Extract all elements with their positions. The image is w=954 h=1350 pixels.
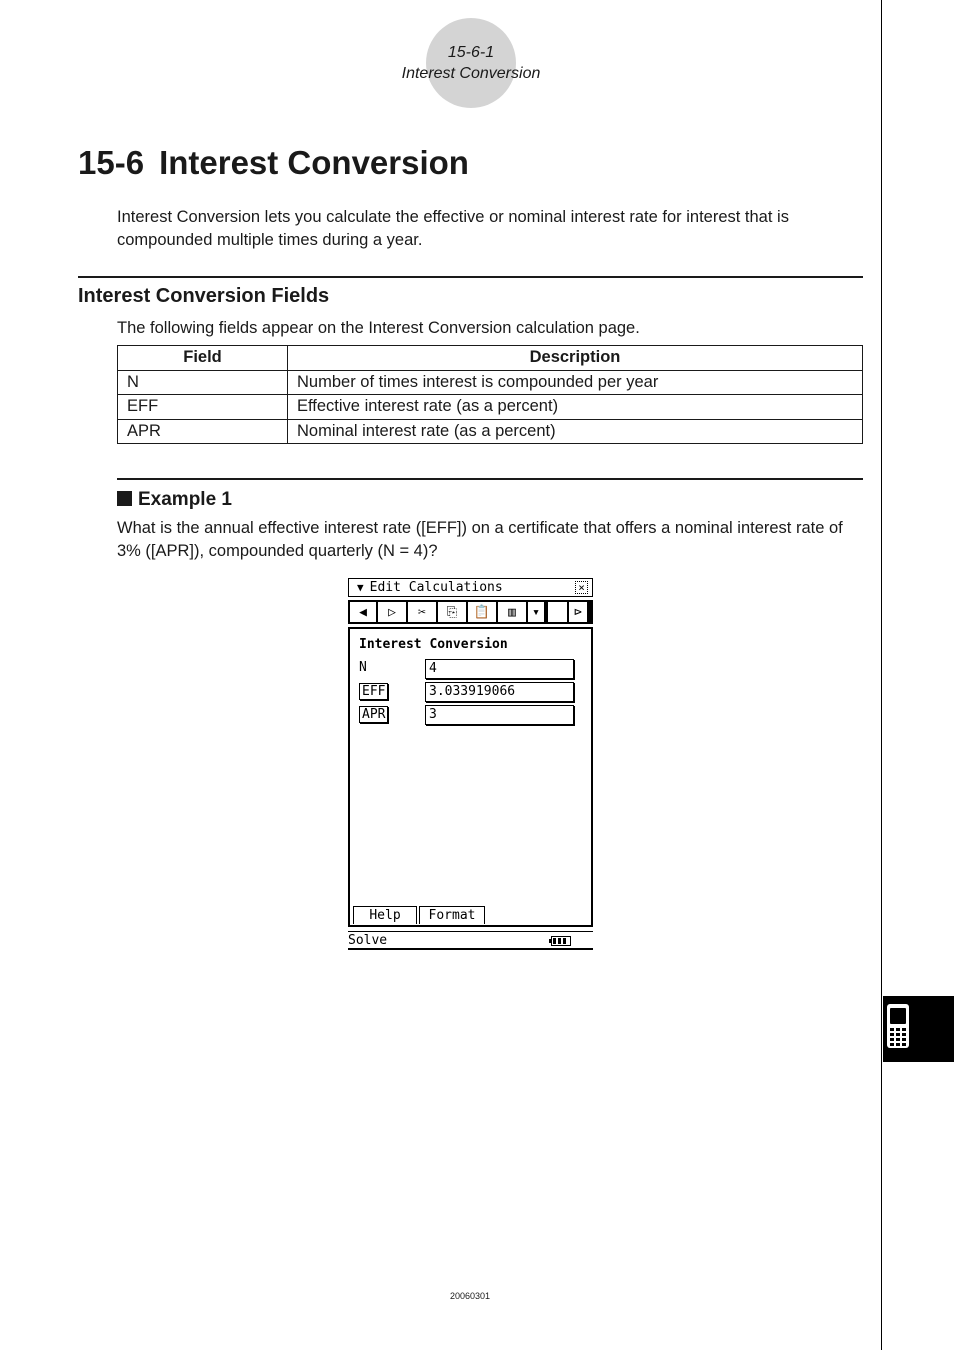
play-icon[interactable]: ▷ xyxy=(378,602,406,622)
example-divider xyxy=(117,478,863,480)
page-title xyxy=(78,144,469,182)
table-cell: APR xyxy=(118,419,288,444)
example-heading xyxy=(117,489,232,511)
table-cell: N xyxy=(118,370,288,395)
page-number: 15-6-1 xyxy=(447,44,495,61)
footer-code: 20060301 xyxy=(449,1291,491,1301)
n-input[interactable]: 4 xyxy=(425,659,574,679)
table-header-row xyxy=(118,346,863,371)
example-title-text: Example 1 xyxy=(138,489,232,510)
toolbar xyxy=(348,600,593,624)
eff-solve-button[interactable]: EFF xyxy=(359,683,388,700)
table-row xyxy=(118,419,863,444)
apr-input[interactable]: 3 xyxy=(425,705,574,725)
eff-input[interactable]: 3.033919066 xyxy=(425,682,574,702)
cut-icon[interactable]: ✂ xyxy=(408,602,436,622)
fields-table xyxy=(117,345,863,444)
table-cell: Number of times interest is compounded per year xyxy=(288,370,863,395)
paste-icon[interactable]: 📋 xyxy=(468,602,496,622)
table-row xyxy=(118,395,863,420)
table-cell: Effective interest rate (as a percent) xyxy=(288,395,863,420)
page-section-title: Interest Conversion xyxy=(401,65,541,82)
fields-heading: Interest Conversion Fields xyxy=(78,285,330,307)
header-circle xyxy=(426,18,516,108)
example-text: What is the annual effective interest rate ([EFF]) on a certificate that offers a nominal interest rate of 3% ([APR]), compounded quarterly (N = 4)? xyxy=(117,519,843,560)
menu-title[interactable]: Edit Calculations xyxy=(369,580,503,595)
field-row-n xyxy=(359,659,579,679)
column-header: Description xyxy=(288,346,863,371)
fields-intro: The following fields appear on the Interest Conversion calculation page. xyxy=(117,319,640,337)
battery-icon xyxy=(551,936,571,946)
column-header: Field xyxy=(118,346,288,371)
menu-chevron-icon[interactable]: ▼ xyxy=(357,581,364,594)
section-number: 15-6 xyxy=(78,144,145,181)
table-cell: Nominal interest rate (as a percent) xyxy=(288,419,863,444)
apr-solve-button[interactable]: APR xyxy=(359,706,388,723)
table-cell: EFF xyxy=(118,395,288,420)
status-bar xyxy=(348,931,593,950)
copy-icon[interactable]: ⎘ xyxy=(438,602,466,622)
section-divider xyxy=(78,276,863,278)
square-bullet-icon xyxy=(117,491,132,506)
section-title: Interest Conversion xyxy=(159,144,469,181)
work-area xyxy=(348,627,593,927)
table-row xyxy=(118,370,863,395)
tab-help[interactable]: Help xyxy=(353,906,417,924)
margin-rule xyxy=(881,0,882,1350)
app-menu-bar xyxy=(348,578,593,597)
back-arrow-icon[interactable]: ◀ xyxy=(350,602,376,622)
spacer xyxy=(548,602,567,622)
scroll-right-icon[interactable]: ⊳ xyxy=(569,602,587,622)
table-icon[interactable]: ▥ xyxy=(498,602,526,622)
work-title: Interest Conversion xyxy=(359,637,508,652)
field-row-eff xyxy=(359,682,579,702)
calculator-icon xyxy=(885,1001,913,1051)
calculator-screen xyxy=(348,578,594,951)
intro-paragraph: Interest Conversion lets you calculate the effective or nominal interest rate for interest that is compounded multiple times during a year. xyxy=(117,208,789,249)
tab-format[interactable]: Format xyxy=(419,906,485,924)
status-text: Solve xyxy=(348,933,388,948)
dropdown-arrow-icon[interactable]: ▾ xyxy=(528,602,544,622)
close-icon[interactable]: × xyxy=(575,581,588,594)
field-label-n: N xyxy=(359,660,367,675)
field-row-apr xyxy=(359,705,579,725)
